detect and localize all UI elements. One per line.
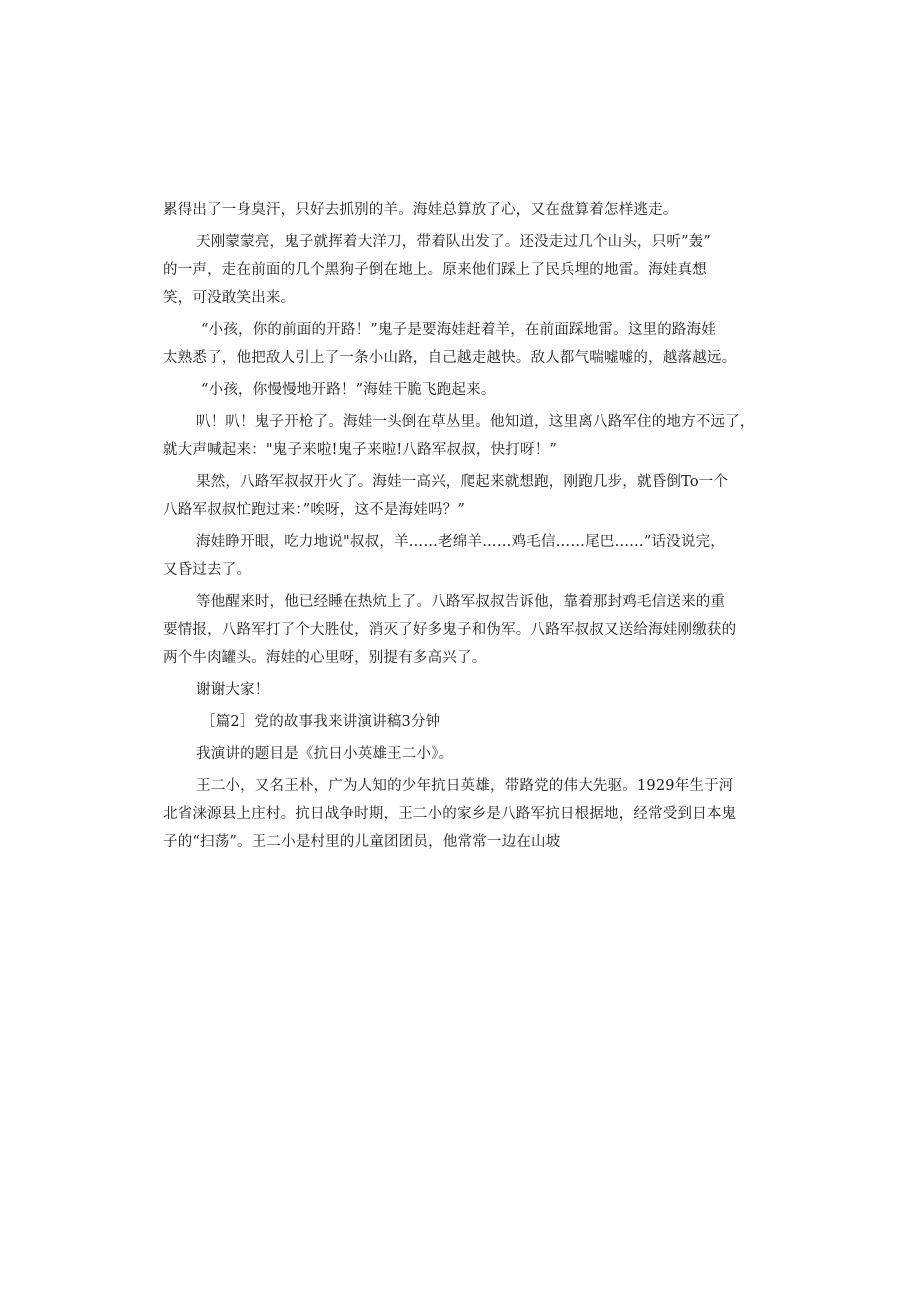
text-line: 叭！叭！鬼子开枪了。海娃一头倒在草丛里。他知道，这里离八路军住的地方不远了， <box>196 414 755 430</box>
text-line: 累得出了一身臭汗，只好去抓别的羊。海娃总算放了心，又在盘算着怎样逃走。 <box>163 202 678 218</box>
text-line: 八路军叔叔忙跑过来：”唉呀，这不是海娃吗？” <box>163 502 465 518</box>
text-line: 两个牛肉罐头。海娃的心里呀，别提有多高兴了。 <box>163 650 487 666</box>
paragraph-p9 <box>163 676 763 704</box>
document-body <box>163 196 763 860</box>
text-line: 果然，八路军叔叔开火了。海娃一高兴，爬起来就想跑，刚跑几步，就昏倒To一个 <box>196 474 729 490</box>
text-line: 的一声，走在前面的几个黑狗子倒在地上。原来他们踩上了民兵埋的地雷。海娃真想 <box>163 262 707 278</box>
text-line: ［篇2］党的故事我来讲演讲稿3分钟 <box>201 714 441 730</box>
text-line: 王二小，又名王朴，广为人知的少年抗日英雄，带路党的伟大先驱。1929年生于河 <box>196 778 734 794</box>
text-line: 笑，可没敢笑出来。 <box>163 290 296 306</box>
paragraph-p5 <box>163 408 763 464</box>
text-line: 又昏过去了。 <box>163 562 252 578</box>
paragraph-p3 <box>163 316 763 372</box>
paragraph-p8 <box>163 588 763 672</box>
text-line: 子的“扫荡”。王二小是村里的儿童团团员，他常常一边在山坡 <box>163 834 561 850</box>
paragraph-p4 <box>163 376 763 404</box>
text-line: 就大声喊起来："鬼子来啦!鬼子来啦!八路军叔叔，快打呀！” <box>163 442 558 458</box>
text-line: 我演讲的题目是《抗日小英雄王二小》。 <box>196 746 454 762</box>
paragraph-p1 <box>163 196 763 224</box>
text-line: 要情报，八路军打了个大胜仗，消灭了好多鬼子和伪军。八路军叔叔又送给海娃刚缴获的 <box>163 622 737 638</box>
text-line: 等他醒来时，他已经睡在热炕上了。八路军叔叔告诉他，靠着那封鸡毛信送来的重 <box>196 594 726 610</box>
text-line: 北省涞源县上庄村。抗日战争时期，王二小的家乡是八路军抗日根据地，经常受到日本鬼 <box>163 806 737 822</box>
text-line: “小孩，你慢慢地开路！”海娃干脆飞跑起来。 <box>201 382 496 398</box>
text-line: 谢谢大家！ <box>196 682 270 698</box>
text-line: 太熟悉了，他把敌人引上了一条小山路，自己越走越快。敌人都气喘嘘嘘的，越落越远。 <box>163 350 737 366</box>
section-heading <box>163 708 763 736</box>
paragraph-p11 <box>163 740 763 768</box>
paragraph-p2 <box>163 228 763 312</box>
paragraph-p6 <box>163 468 763 524</box>
paragraph-p12 <box>163 772 763 856</box>
paragraph-p7 <box>163 528 763 584</box>
text-line: 海娃睁开眼，吃力地说"叔叔，羊……老绵羊……鸡毛信……尾巴……”话没说完， <box>196 534 725 550</box>
text-line: “小孩，你的前面的开路！”鬼子是要海娃赶着羊，在前面踩地雷。这里的路海娃 <box>201 322 717 338</box>
text-line: 天刚蒙蒙亮，鬼子就挥着大洋刀，带着队出发了。还没走过几个山头，只听”轰” <box>196 234 712 250</box>
